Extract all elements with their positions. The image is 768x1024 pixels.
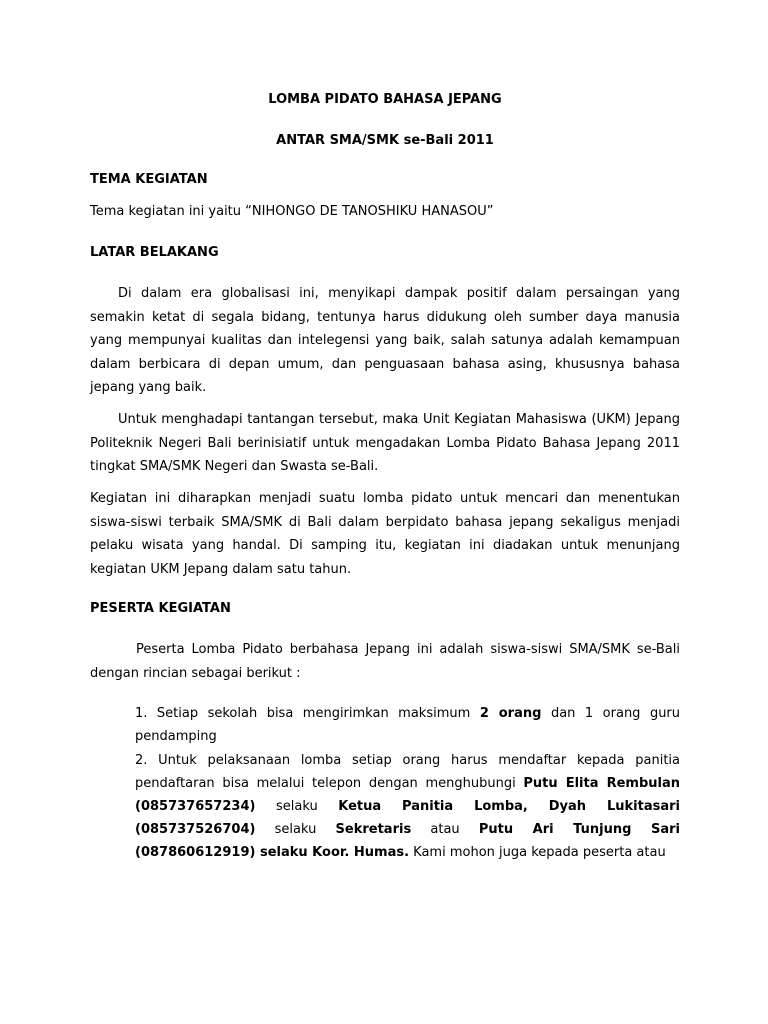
contact-humas: Putu Ari Tunjung Sari (087860612919) selaku Koor. Humas. [135, 822, 680, 860]
tema-text: Tema kegiatan ini yaitu “NIHONGO DE TANOSHIKU HANASOU” [90, 204, 494, 219]
contact-sekretaris: Ketua Panitia Lomba, Dyah Lukitasari (085737526704) [135, 799, 680, 837]
role-label-2: selaku [274, 822, 317, 837]
document-title: LOMBA PIDATO BAHASA JEPANG [268, 92, 502, 107]
list-item-1-rest: dan 1 orang guru pendamping [135, 706, 681, 744]
list-item-2-text: 2. Untuk pelaksanaan lomba setiap orang harus mendaftar kepada panitia pendaftaran bisa melalui telepon dengan menghubungi [135, 753, 680, 791]
role-sekretaris: Sekretaris [335, 822, 412, 837]
list-item-1 [135, 702, 680, 748]
list-item-2 [135, 749, 680, 864]
peserta-intro: Peserta Lomba Pidato berbahasa Jepang ini adalah siswa-siswi SMA/SMK se-Bali dengan rincian sebagai berikut : [90, 642, 680, 681]
list-item-2-tail: Kami mohon juga kepada peserta atau [413, 845, 666, 860]
latar-paragraph-3: Kegiatan ini diharapkan menjadi suatu lomba pidato untuk mencari dan menentukan siswa-siswi terbaik SMA/SMK di Bali dalam berpidato bahasa jepang sekaligus menjadi pelaku wisata yang handal. Di samping itu, kegiatan ini diadakan untuk menunjang kegiatan UKM Jepang dalam satu tahun. [90, 491, 680, 577]
heading-tema: TEMA KEGIATAN [90, 172, 208, 187]
contact-ketua: Putu Elita Rembulan (085737657234) [135, 776, 680, 814]
latar-paragraph-2: Untuk menghadapi tantangan tersebut, maka Unit Kegiatan Mahasiswa (UKM) Jepang Politeknik Negeri Bali berinisiatif untuk mengadakan Lomba Pidato Bahasa Jepang 2011 tingkat SMA/SMK Negeri dan Swasta se-Bali. [90, 412, 680, 474]
heading-latar: LATAR BELAKANG [90, 245, 219, 260]
heading-peserta: PESERTA KEGIATAN [90, 601, 231, 616]
list-item-1-bold: 2 orang [479, 706, 542, 721]
document-subtitle: ANTAR SMA/SMK se-Bali 2011 [276, 133, 494, 148]
role-label-1: selaku [275, 799, 318, 814]
list-item-1-text: 1. Setiap sekolah bisa mengirimkan maksimum [135, 706, 471, 721]
latar-paragraph-1: Di dalam era globalisasi ini, menyikapi dampak positif dalam persaingan yang semakin ketat di segala bidang, tentunya harus didukung oleh sumber daya manusia yang mempunyai kualitas dan intelegensi yang baik, salah satunya adalah kemampuan dalam berbicara di depan umum, dan penguasaan bahasa asing, khususnya bahasa jepang yang baik. [90, 286, 680, 395]
conjunction-atau: atau [430, 822, 460, 837]
